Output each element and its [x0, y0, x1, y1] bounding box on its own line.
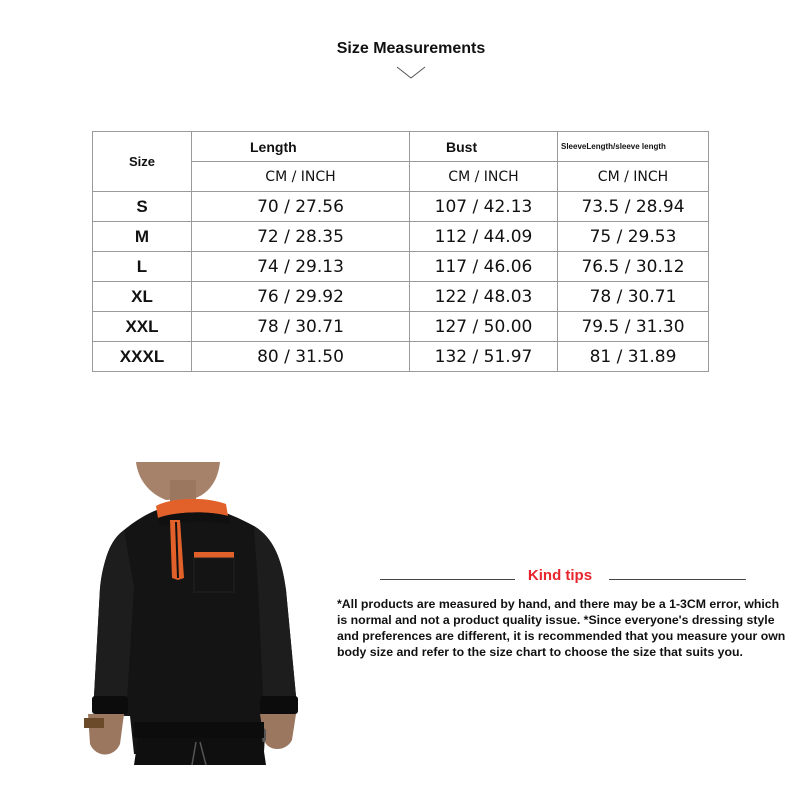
bust-cell: 107 / 42.13 [410, 192, 558, 222]
sleeve-cell: 78 / 30.71 [558, 282, 709, 312]
table-row [93, 192, 709, 222]
bust-cell: 112 / 44.09 [410, 222, 558, 252]
sleeve-cell: 79.5 / 31.30 [558, 312, 709, 342]
size-header: Size [93, 132, 192, 192]
length-cell: 70 / 27.56 [192, 192, 410, 222]
sleeve-header: SleeveLength/sleeve length [558, 132, 709, 162]
length-header: Length [192, 132, 410, 162]
chevron-down-icon [396, 66, 426, 80]
bust-cell: 122 / 48.03 [410, 282, 558, 312]
size-cell: XL [93, 282, 192, 312]
sleeve-cell: 76.5 / 30.12 [558, 252, 709, 282]
sleeve-unit: CM / INCH [558, 162, 709, 192]
length-cell: 76 / 29.92 [192, 282, 410, 312]
size-cell: XXL [93, 312, 192, 342]
bust-cell: 132 / 51.97 [410, 342, 558, 372]
sleeve-cell: 75 / 29.53 [558, 222, 709, 252]
tips-title: Kind tips [527, 567, 593, 584]
length-cell: 78 / 30.71 [192, 312, 410, 342]
length-unit: CM / INCH [192, 162, 410, 192]
tips-text: *All products are measured by hand, and there may be a 1-3CM error, which is normal and not a product quality issue. *Since everyone's dressing style and preferences are different, it is recommended that you measure your own body size and refer to the size chart to choose the size that suits you. [337, 597, 786, 659]
table-row [93, 252, 709, 282]
table-row [93, 342, 709, 372]
sleeve-cell: 81 / 31.89 [558, 342, 709, 372]
size-chart-table [92, 131, 709, 372]
page-title: Size Measurements [336, 40, 486, 57]
product-model-image [78, 460, 330, 765]
tips-divider-left [380, 579, 515, 580]
size-cell: M [93, 222, 192, 252]
table-row [93, 282, 709, 312]
size-cell: L [93, 252, 192, 282]
bust-unit: CM / INCH [410, 162, 558, 192]
bust-header: Bust [410, 132, 558, 162]
sleeve-cell: 73.5 / 28.94 [558, 192, 709, 222]
tips-divider-right [609, 579, 746, 580]
bust-cell: 117 / 46.06 [410, 252, 558, 282]
table-row [93, 222, 709, 252]
size-cell: S [93, 192, 192, 222]
length-cell: 80 / 31.50 [192, 342, 410, 372]
length-cell: 72 / 28.35 [192, 222, 410, 252]
bust-cell: 127 / 50.00 [410, 312, 558, 342]
size-cell: XXXL [93, 342, 192, 372]
table-row [93, 312, 709, 342]
length-cell: 74 / 29.13 [192, 252, 410, 282]
